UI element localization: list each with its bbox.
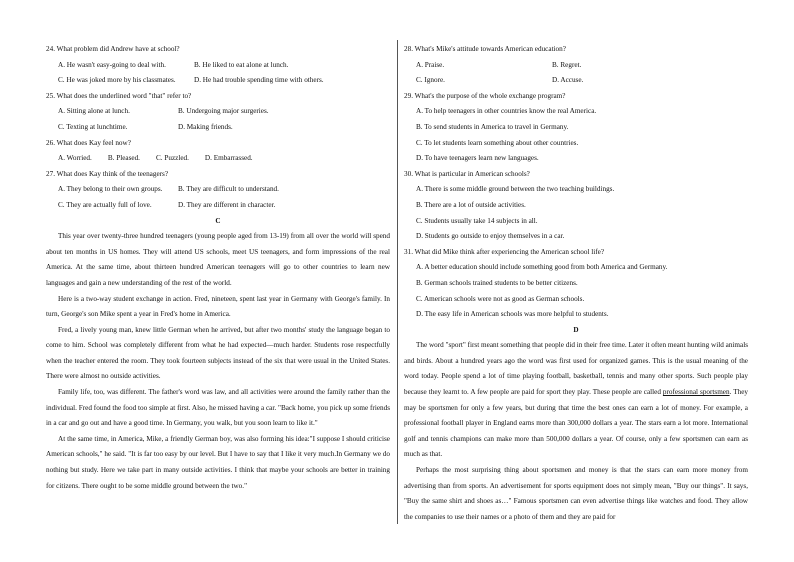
q31-option-d: D. The easy life in American schools was more helpful to students.: [416, 310, 609, 319]
q25-option-c: C. Texting at lunchtime.: [58, 122, 128, 131]
q26-option-c: C. Puzzled.: [155, 154, 189, 163]
passage-c-paragraph-1: This year over twenty-three hundred teenagers (young people aged from 13-19) from all over the world will spend about ten months in US homes. They will attend US schools, meet US teenagers, and form impressions of the real America. At the same time, about thirteen hundred American teenagers will go to other countries to learn new languages and gain a new understanding of the rest of the world.: [46, 232, 390, 287]
q24-option-b: B. He liked to eat alone at lunch.: [194, 60, 289, 69]
question-25: 25. What does the underlined word "that" refer to?: [46, 91, 192, 100]
q30-option-d: D. Students go outside to enjoy themselves in a car.: [416, 232, 565, 241]
q24-option-c: C. He was joked more by his classmates.: [58, 76, 176, 85]
q24-options-row2: [46, 73, 390, 89]
question-30: 30. What is particular in American schools?: [404, 169, 530, 178]
q28-option-c: C. Ignore.: [416, 76, 445, 85]
q25-option-b: B. Undergoing major surgeries.: [178, 107, 269, 116]
q27-options-row2: [46, 198, 390, 214]
q29-option-d: D. To have teenagers learn new languages.: [416, 154, 539, 163]
q26-option-d: D. Embarrassed.: [204, 154, 253, 163]
q29-option-a: A. To help teenagers in other countries know the real America.: [416, 107, 597, 116]
column-divider: [397, 40, 398, 524]
question-24: 24. What problem did Andrew have at school?: [46, 45, 180, 53]
right-column: [404, 42, 748, 525]
q27-options-row1: [46, 182, 390, 198]
q28-option-d: D. Accuse.: [552, 76, 584, 85]
section-d-title: D: [573, 325, 579, 334]
q31-option-a: A. A better education should include something good from both America and Germany.: [416, 263, 668, 272]
q29-option-b: B. To send students in America to travel in Germany.: [416, 122, 569, 131]
q28-options-row2: [404, 73, 748, 89]
question-31: 31. What did Mike think after experiencing the American school life?: [404, 247, 605, 256]
passage-c-paragraph-4: Family life, too, was different. The father's word was law, and all activities were around the family rather than the individual. Fred found the food too simple at first. Also, he missed having a car. "Back home, you pick up some friends in a car and go out and have a good time. In Germany, you walk, but you soon learn to like it.": [46, 388, 390, 428]
section-c-title: C: [215, 216, 221, 225]
q28-options-row1: [404, 58, 748, 74]
passage-c-paragraph-5: At the same time, in America, Mike, a friendly German boy, was also forming his idea:"I suppose I should criticise American schools," he said. "It is far too easy by our level. But I have to say that I like it very much.In Germany we do nothing but study. Here we take part in many outside activities. I think that maybe your schools are better in training for citizens. There ought to be some middle ground between the two.": [46, 434, 390, 490]
question-26: 26. What does Kay feel now?: [46, 138, 131, 147]
underlined-phrase: professional sportsmen: [662, 388, 730, 397]
q26-option-b: B. Pleased.: [107, 154, 140, 163]
passage-c-paragraph-3: Fred, a lively young man, knew little German when he arrived, but after two months' study the language began to come to him. School was completely different from what he had expected—much harder. Students rose respectfully when the teacher entered the room. They took fourteen subjects instead of the six that were usual in the United States. There were almost no outside activities.: [46, 325, 390, 381]
q27-option-c: C. They are actually full of love.: [58, 200, 152, 209]
q30-option-c: C. Students usually take 14 subjects in all.: [416, 216, 538, 225]
q27-option-d: D. They are different in character.: [178, 200, 276, 209]
q27-option-a: A. They belong to their own groups.: [58, 185, 163, 194]
q27-option-b: B. They are difficult to understand.: [178, 185, 279, 194]
q31-option-c: C. American schools were not as good as German schools.: [416, 294, 585, 303]
q24-option-d: D. He had trouble spending time with others.: [194, 76, 324, 85]
q25-options-row1: [46, 104, 390, 120]
question-28: 28. What's Mike's attitude towards American education?: [404, 45, 566, 53]
q25-option-d: D. Making friends.: [178, 122, 233, 131]
left-column: [46, 42, 390, 494]
q24-options-row1: [46, 58, 390, 74]
passage-d-paragraph-1: [404, 338, 748, 463]
q25-options-row2: [46, 120, 390, 136]
q29-option-c: C. To let students learn something about other countries.: [416, 138, 579, 147]
q31-option-b: B. German schools trained students to be better citizens.: [416, 278, 578, 287]
q28-option-b: B. Regret.: [552, 60, 582, 69]
passage-d-p1-after: . They may be sportsmen for only a few years, but during that time the best ones can earn a lot of money. For example, a professional football player in England earns more than 300,000 dollars a year. The stars earn a lot more. International golf and tennis champions can make more than 500,000 dollars a year. Of course, only a few sportsmen can earn as much as that.: [404, 388, 748, 459]
q28-option-a: A. Praise.: [416, 60, 445, 69]
q26-options: [46, 151, 390, 167]
passage-c-paragraph-2: Here is a two-way student exchange in action. Fred, nineteen, spent last year in Germany with George's family. In turn, George's son Mike spent a year in Fred's home in America.: [46, 294, 390, 319]
passage-d-p1-before: The word "sport" first meant something that people did in their free time. Later it often meant hunting wild animals and birds. About a hundred years ago the word was first used for organized games. This is the usual meaning of the word today. People spend a lot of time playing football, basketball, tennis and many other sports. Such people play because they learnt to. A few people are paid for sport they play. These people are called: [404, 341, 748, 397]
q26-option-a: A. Worried.: [58, 154, 92, 163]
q30-option-a: A. There is some middle ground between the two teaching buildings.: [416, 185, 615, 194]
question-27: 27. What does Kay think of the teenagers?: [46, 169, 169, 178]
q24-option-a: A. He wasn't easy-going to deal with.: [58, 60, 166, 69]
passage-d-paragraph-2: Perhaps the most surprising thing about sportsmen and money is that the stars can earn more money from advertising than from sports. An advertisement for sports equipment does not simply mean, "Buy our things". It says, "Buy the same shirt and shoes as…" Famous sportsmen can even advertise things like watches and food. They allow the companies to use their names or a photo of them and they are paid for: [404, 466, 748, 521]
q30-option-b: B. There are a lot of outside activities.: [416, 200, 526, 209]
question-29: 29. What's the purpose of the whole exchange program?: [404, 91, 566, 100]
q25-option-a: A. Sitting alone at lunch.: [58, 107, 130, 116]
